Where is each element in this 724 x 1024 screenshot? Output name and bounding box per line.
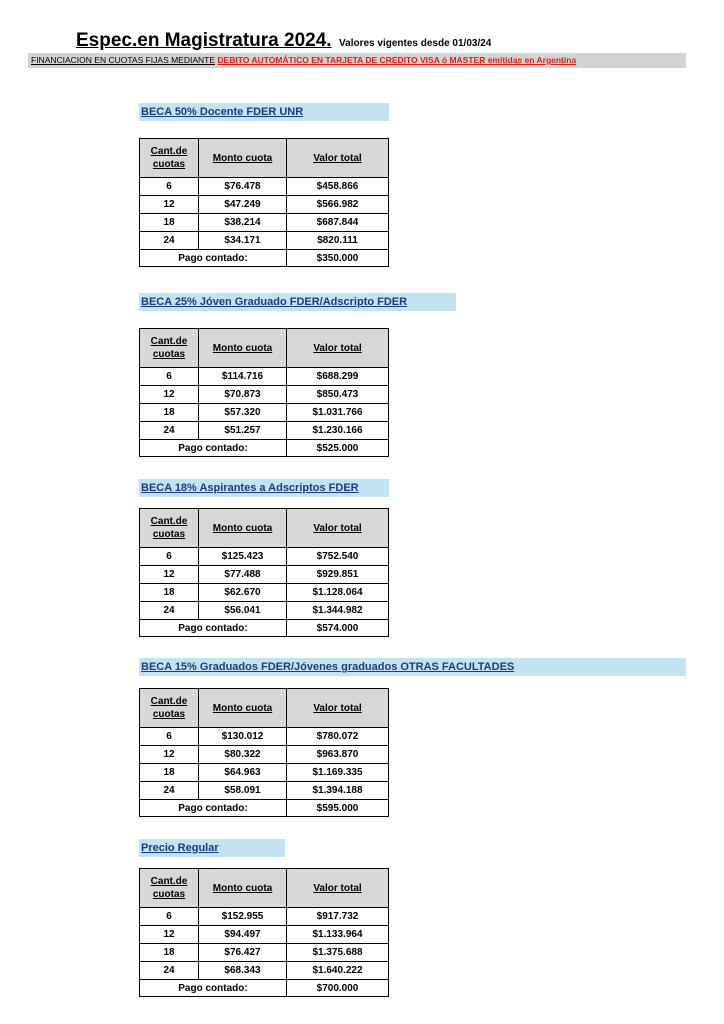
monto-cell: $125.423: [199, 548, 287, 566]
table-row: [140, 214, 389, 232]
monto-cell: $62.670: [199, 584, 287, 602]
col-total-header: Valor total: [287, 509, 389, 548]
total-cell: $929.851: [287, 566, 389, 584]
table-row: [140, 386, 389, 404]
cuotas-cell: 12: [140, 746, 199, 764]
fee-table-beca-15: [139, 688, 389, 817]
col-cuotas-header: Cant.de cuotas: [140, 329, 199, 368]
cuotas-cell: 12: [140, 926, 199, 944]
total-cell: $458.866: [287, 178, 389, 196]
total-cell: $1.375.688: [287, 944, 389, 962]
contado-value: $574.000: [287, 620, 389, 637]
cuotas-cell: 6: [140, 908, 199, 926]
cuotas-cell: 6: [140, 368, 199, 386]
cuotas-cell: 12: [140, 566, 199, 584]
contado-row: [140, 250, 389, 267]
table-row: [140, 908, 389, 926]
total-cell: $1.031.766: [287, 404, 389, 422]
col-cuotas-header: Cant.de cuotas: [140, 509, 199, 548]
cuotas-cell: 24: [140, 962, 199, 980]
cuotas-cell: 24: [140, 602, 199, 620]
monto-cell: $51.257: [199, 422, 287, 440]
contado-label: Pago contado:: [140, 250, 287, 267]
cuotas-cell: 6: [140, 728, 199, 746]
total-cell: $820.111: [287, 232, 389, 250]
monto-cell: $152.955: [199, 908, 287, 926]
cuotas-cell: 18: [140, 584, 199, 602]
fee-table-beca-50: [139, 138, 389, 267]
monto-cell: $34.171: [199, 232, 287, 250]
col-total-header: Valor total: [287, 689, 389, 728]
col-monto-header: Monto cuota: [199, 329, 287, 368]
fee-table-beca-18: [139, 508, 389, 637]
col-total-header: Valor total: [287, 139, 389, 178]
table-row: [140, 404, 389, 422]
monto-cell: $58.091: [199, 782, 287, 800]
total-cell: $850.473: [287, 386, 389, 404]
total-cell: $917.732: [287, 908, 389, 926]
table-row: [140, 602, 389, 620]
monto-cell: $114.716: [199, 368, 287, 386]
section-title-beca-50: BECA 50% Docente FDER UNR: [139, 103, 389, 121]
fee-table-beca-25: [139, 328, 389, 457]
contado-value: $700.000: [287, 980, 389, 997]
total-cell: $1.169.335: [287, 764, 389, 782]
table-header-row: [140, 509, 389, 548]
monto-cell: $56.041: [199, 602, 287, 620]
col-cuotas-header: Cant.de cuotas: [140, 689, 199, 728]
monto-cell: $47.249: [199, 196, 287, 214]
monto-cell: $70.873: [199, 386, 287, 404]
contado-value: $525.000: [287, 440, 389, 457]
contado-row: [140, 620, 389, 637]
table-header-row: [140, 689, 389, 728]
table-row: [140, 566, 389, 584]
cuotas-cell: 24: [140, 232, 199, 250]
section-title-precio-regular: Precio Regular: [139, 839, 285, 857]
contado-label: Pago contado:: [140, 440, 287, 457]
contado-label: Pago contado:: [140, 800, 287, 817]
cuotas-cell: 12: [140, 196, 199, 214]
total-cell: $1.230.166: [287, 422, 389, 440]
table-header-row: [140, 869, 389, 908]
col-total-header: Valor total: [287, 869, 389, 908]
cuotas-cell: 6: [140, 548, 199, 566]
section-title-beca-25: BECA 25% Jóven Graduado FDER/Adscripto FDER: [139, 293, 456, 311]
total-cell: $752.540: [287, 548, 389, 566]
contado-value: $350.000: [287, 250, 389, 267]
contado-row: [140, 980, 389, 997]
monto-cell: $38.214: [199, 214, 287, 232]
col-cuotas-header: Cant.de cuotas: [140, 139, 199, 178]
table-header-row: [140, 329, 389, 368]
financing-highlight: DEBITO AUTOMÁTICO EN TARJETA DE CREDITO VISA ó MASTER emitidas en Argentina: [217, 55, 577, 65]
table-row: [140, 944, 389, 962]
total-cell: $1.344.982: [287, 602, 389, 620]
monto-cell: $57.320: [199, 404, 287, 422]
total-cell: $1.394.188: [287, 782, 389, 800]
cuotas-cell: 18: [140, 764, 199, 782]
contado-label: Pago contado:: [140, 620, 287, 637]
fee-table-precio-regular: [139, 868, 389, 997]
total-cell: $688.299: [287, 368, 389, 386]
contado-row: [140, 440, 389, 457]
monto-cell: $94.497: [199, 926, 287, 944]
monto-cell: $130.012: [199, 728, 287, 746]
table-row: [140, 196, 389, 214]
page-title: Espec.en Magistratura 2024.: [76, 30, 332, 51]
table-row: [140, 764, 389, 782]
financing-banner: [28, 53, 686, 68]
total-cell: $963.870: [287, 746, 389, 764]
total-cell: $566.982: [287, 196, 389, 214]
total-cell: $687.844: [287, 214, 389, 232]
section-title-beca-18: BECA 18% Aspirantes a Adscriptos FDER: [139, 479, 389, 497]
contado-row: [140, 800, 389, 817]
table-row: [140, 232, 389, 250]
contado-value: $595.000: [287, 800, 389, 817]
cuotas-cell: 24: [140, 422, 199, 440]
col-cuotas-header: Cant.de cuotas: [140, 869, 199, 908]
table-row: [140, 178, 389, 196]
table-row: [140, 584, 389, 602]
table-row: [140, 368, 389, 386]
table-header-row: [140, 139, 389, 178]
col-monto-header: Monto cuota: [199, 139, 287, 178]
col-monto-header: Monto cuota: [199, 509, 287, 548]
total-cell: $780.072: [287, 728, 389, 746]
monto-cell: $76.427: [199, 944, 287, 962]
monto-cell: $76.478: [199, 178, 287, 196]
monto-cell: $68.343: [199, 962, 287, 980]
table-row: [140, 962, 389, 980]
table-row: [140, 548, 389, 566]
total-cell: $1.128.064: [287, 584, 389, 602]
cuotas-cell: 24: [140, 782, 199, 800]
cuotas-cell: 18: [140, 404, 199, 422]
table-row: [140, 728, 389, 746]
validity-date: Valores vigentes desde 01/03/24: [339, 38, 492, 49]
col-total-header: Valor total: [287, 329, 389, 368]
table-row: [140, 746, 389, 764]
total-cell: $1.640.222: [287, 962, 389, 980]
cuotas-cell: 18: [140, 944, 199, 962]
section-title-beca-15: BECA 15% Graduados FDER/Jóvenes graduados OTRAS FACULTADES: [139, 658, 686, 676]
financing-text: FINANCIACION EN CUOTAS FIJAS MEDIANTE: [31, 55, 216, 65]
monto-cell: $64.963: [199, 764, 287, 782]
monto-cell: $77.488: [199, 566, 287, 584]
table-row: [140, 926, 389, 944]
total-cell: $1.133.964: [287, 926, 389, 944]
cuotas-cell: 6: [140, 178, 199, 196]
col-monto-header: Monto cuota: [199, 689, 287, 728]
cuotas-cell: 12: [140, 386, 199, 404]
document-title: [76, 30, 491, 52]
contado-label: Pago contado:: [140, 980, 287, 997]
monto-cell: $80.322: [199, 746, 287, 764]
col-monto-header: Monto cuota: [199, 869, 287, 908]
cuotas-cell: 18: [140, 214, 199, 232]
table-row: [140, 782, 389, 800]
table-row: [140, 422, 389, 440]
